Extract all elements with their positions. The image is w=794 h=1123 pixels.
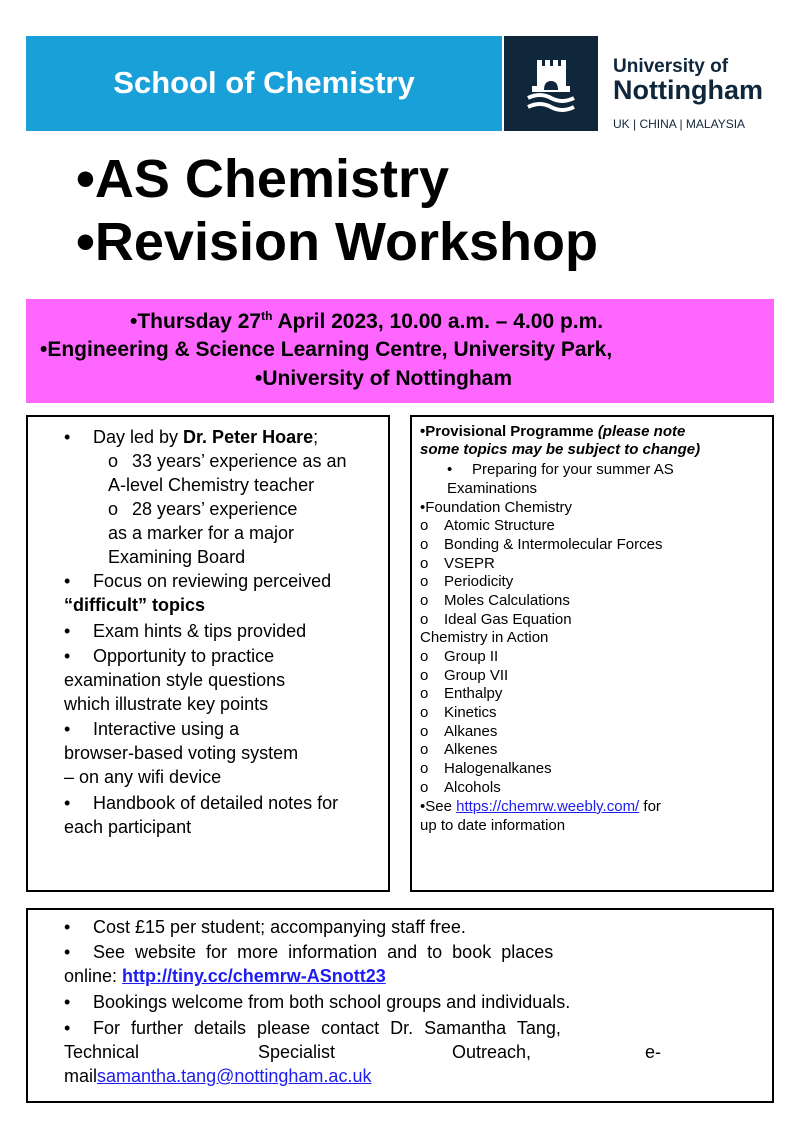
bookings-text: Bookings welcome from both school groups and individuals. <box>93 992 571 1012</box>
topic-item: Ideal Gas Equation <box>444 611 572 628</box>
online-prefix: online: <box>64 966 123 986</box>
event-details-box <box>26 299 774 403</box>
see-prefix: •See <box>420 798 457 815</box>
website-info <box>420 798 661 815</box>
topic-item: Bonding & Intermolecular Forces <box>444 536 663 553</box>
hints-text: Exam hints & tips provided <box>93 621 307 641</box>
experience-marker-1: 28 years’ experience <box>132 499 298 519</box>
led-by-suffix: ; <box>313 427 319 447</box>
topic-item: Periodicity <box>444 573 514 590</box>
topic-item: VSEPR <box>444 555 495 572</box>
topic-item: Group VII <box>444 667 509 684</box>
circle-bullet-icon: o <box>420 592 429 609</box>
opportunity-text-1: Opportunity to practice <box>93 646 275 666</box>
university-logo <box>504 36 768 131</box>
led-by-name: Dr. Peter Hoare <box>183 427 314 447</box>
led-by-prefix: Day led by <box>93 427 184 447</box>
event-date-suffix: April 2023, 10.00 a.m. – 4.00 p.m. <box>272 310 604 333</box>
experience-teacher-2: A-level Chemistry teacher <box>108 475 315 495</box>
bullet-icon: • <box>64 646 71 666</box>
opportunity-text-2: examination style questions <box>64 670 286 690</box>
crest-icon <box>504 36 598 131</box>
programme-panel <box>410 415 774 892</box>
cost-text: Cost £15 per student; accompanying staff free. <box>93 917 466 937</box>
university-name-line1: University of <box>613 56 729 77</box>
interactive-text-1: Interactive using a <box>93 719 240 739</box>
university-name <box>613 57 763 104</box>
website-link[interactable]: https://chemrw.weebly.com/ <box>456 798 640 815</box>
bullet-icon: • <box>64 621 71 641</box>
school-banner <box>26 36 502 131</box>
focus-text-2: “difficult” topics <box>64 595 205 615</box>
circle-bullet-icon: o <box>420 685 429 702</box>
university-name-line2: Nottingham <box>613 75 763 105</box>
topic-item: Group II <box>444 648 499 665</box>
event-date-prefix: •Thursday 27 <box>130 310 262 333</box>
circle-bullet-icon: o <box>420 611 429 628</box>
topic-item: Atomic Structure <box>444 517 555 534</box>
interactive-text-3: – on any wifi device <box>64 767 222 787</box>
bullet-icon: • <box>64 427 71 447</box>
circle-bullet-icon: o <box>420 517 429 534</box>
bullet-icon: • <box>64 942 71 962</box>
circle-bullet-icon: o <box>420 648 429 665</box>
programme-heading <box>420 423 685 440</box>
circle-bullet-icon: o <box>420 741 429 758</box>
title-line-2: •Revision Workshop <box>76 212 598 272</box>
contact-word: Technical <box>64 1042 140 1062</box>
circle-bullet-icon: o <box>420 723 429 740</box>
circle-bullet-icon: o <box>420 779 429 796</box>
handbook-text-2: each participant <box>64 817 192 837</box>
circle-bullet-icon: o <box>108 451 119 471</box>
bullet-icon: • <box>64 793 71 813</box>
topic-item: Halogenalkanes <box>444 760 552 777</box>
contact-email-line <box>64 1066 371 1087</box>
contact-word: Outreach, <box>452 1042 532 1062</box>
topic-item: Enthalpy <box>444 685 503 702</box>
topic-item: Alcohols <box>444 779 501 796</box>
title-line-1: •AS Chemistry <box>76 149 450 209</box>
circle-bullet-icon: o <box>420 573 429 590</box>
email-link[interactable]: samantha.tang@nottingham.ac.uk <box>97 1066 372 1086</box>
booking-link[interactable]: http://tiny.cc/chemrw-ASnott23 <box>122 966 386 986</box>
topic-item: Moles Calculations <box>444 592 570 609</box>
handbook-text-1: Handbook of detailed notes for <box>93 793 339 813</box>
booking-panel <box>26 908 774 1103</box>
bullet-icon: • <box>64 992 71 1012</box>
website-info-2: up to date information <box>420 817 566 834</box>
prep-text-2: Examinations <box>447 480 538 497</box>
bullet-icon: • <box>64 719 71 739</box>
contact-word: e- <box>645 1042 662 1062</box>
bullet-icon: • <box>64 917 71 937</box>
circle-bullet-icon: o <box>420 667 429 684</box>
interactive-text-2: browser-based voting system <box>64 743 299 763</box>
website-text-2 <box>64 966 386 987</box>
bullet-icon: • <box>64 571 71 591</box>
contact-word: Specialist <box>258 1042 336 1062</box>
experience-teacher-1: 33 years’ experience as an <box>132 451 347 471</box>
experience-marker-2: as a marker for a major <box>108 523 295 543</box>
event-date <box>130 309 603 334</box>
programme-label: •Provisional Programme <box>420 423 598 440</box>
experience-marker-3: Examining Board <box>108 547 246 567</box>
opportunity-text-3: which illustrate key points <box>64 694 269 714</box>
bullet-icon: • <box>64 1018 71 1038</box>
see-suffix: for <box>639 798 661 815</box>
focus-text-1: Focus on reviewing perceived <box>93 571 332 591</box>
prep-text-1: Preparing for your summer AS <box>472 461 674 478</box>
event-university: •University of Nottingham <box>255 367 513 390</box>
topic-item: Alkenes <box>444 741 498 758</box>
programme-note-1: (please note <box>597 423 686 440</box>
contact-text-1: For further details please contact Dr. Samantha Tang, <box>93 1018 561 1038</box>
circle-bullet-icon: o <box>420 704 429 721</box>
circle-bullet-icon: o <box>420 536 429 553</box>
email-prefix: mail <box>64 1066 98 1086</box>
left-info-panel <box>26 415 390 892</box>
circle-bullet-icon: o <box>420 555 429 572</box>
programme-note-2: some topics may be subject to change) <box>420 441 701 458</box>
event-date-sup: th <box>261 309 273 323</box>
led-by-text <box>93 427 318 448</box>
topic-item: Kinetics <box>444 704 497 721</box>
circle-bullet-icon: o <box>108 499 119 519</box>
action-heading: Chemistry in Action <box>420 629 549 646</box>
campuses-text: UK | CHINA | MALAYSIA <box>613 117 746 131</box>
bullet-icon: • <box>447 461 453 478</box>
school-name: School of Chemistry <box>113 65 415 100</box>
website-text-1: See website for more information and to book places <box>93 942 554 962</box>
circle-bullet-icon: o <box>420 760 429 777</box>
topic-item: Alkanes <box>444 723 498 740</box>
event-venue: •Engineering & Science Learning Centre, University Park, <box>40 338 613 361</box>
foundation-heading: •Foundation Chemistry <box>420 499 572 516</box>
